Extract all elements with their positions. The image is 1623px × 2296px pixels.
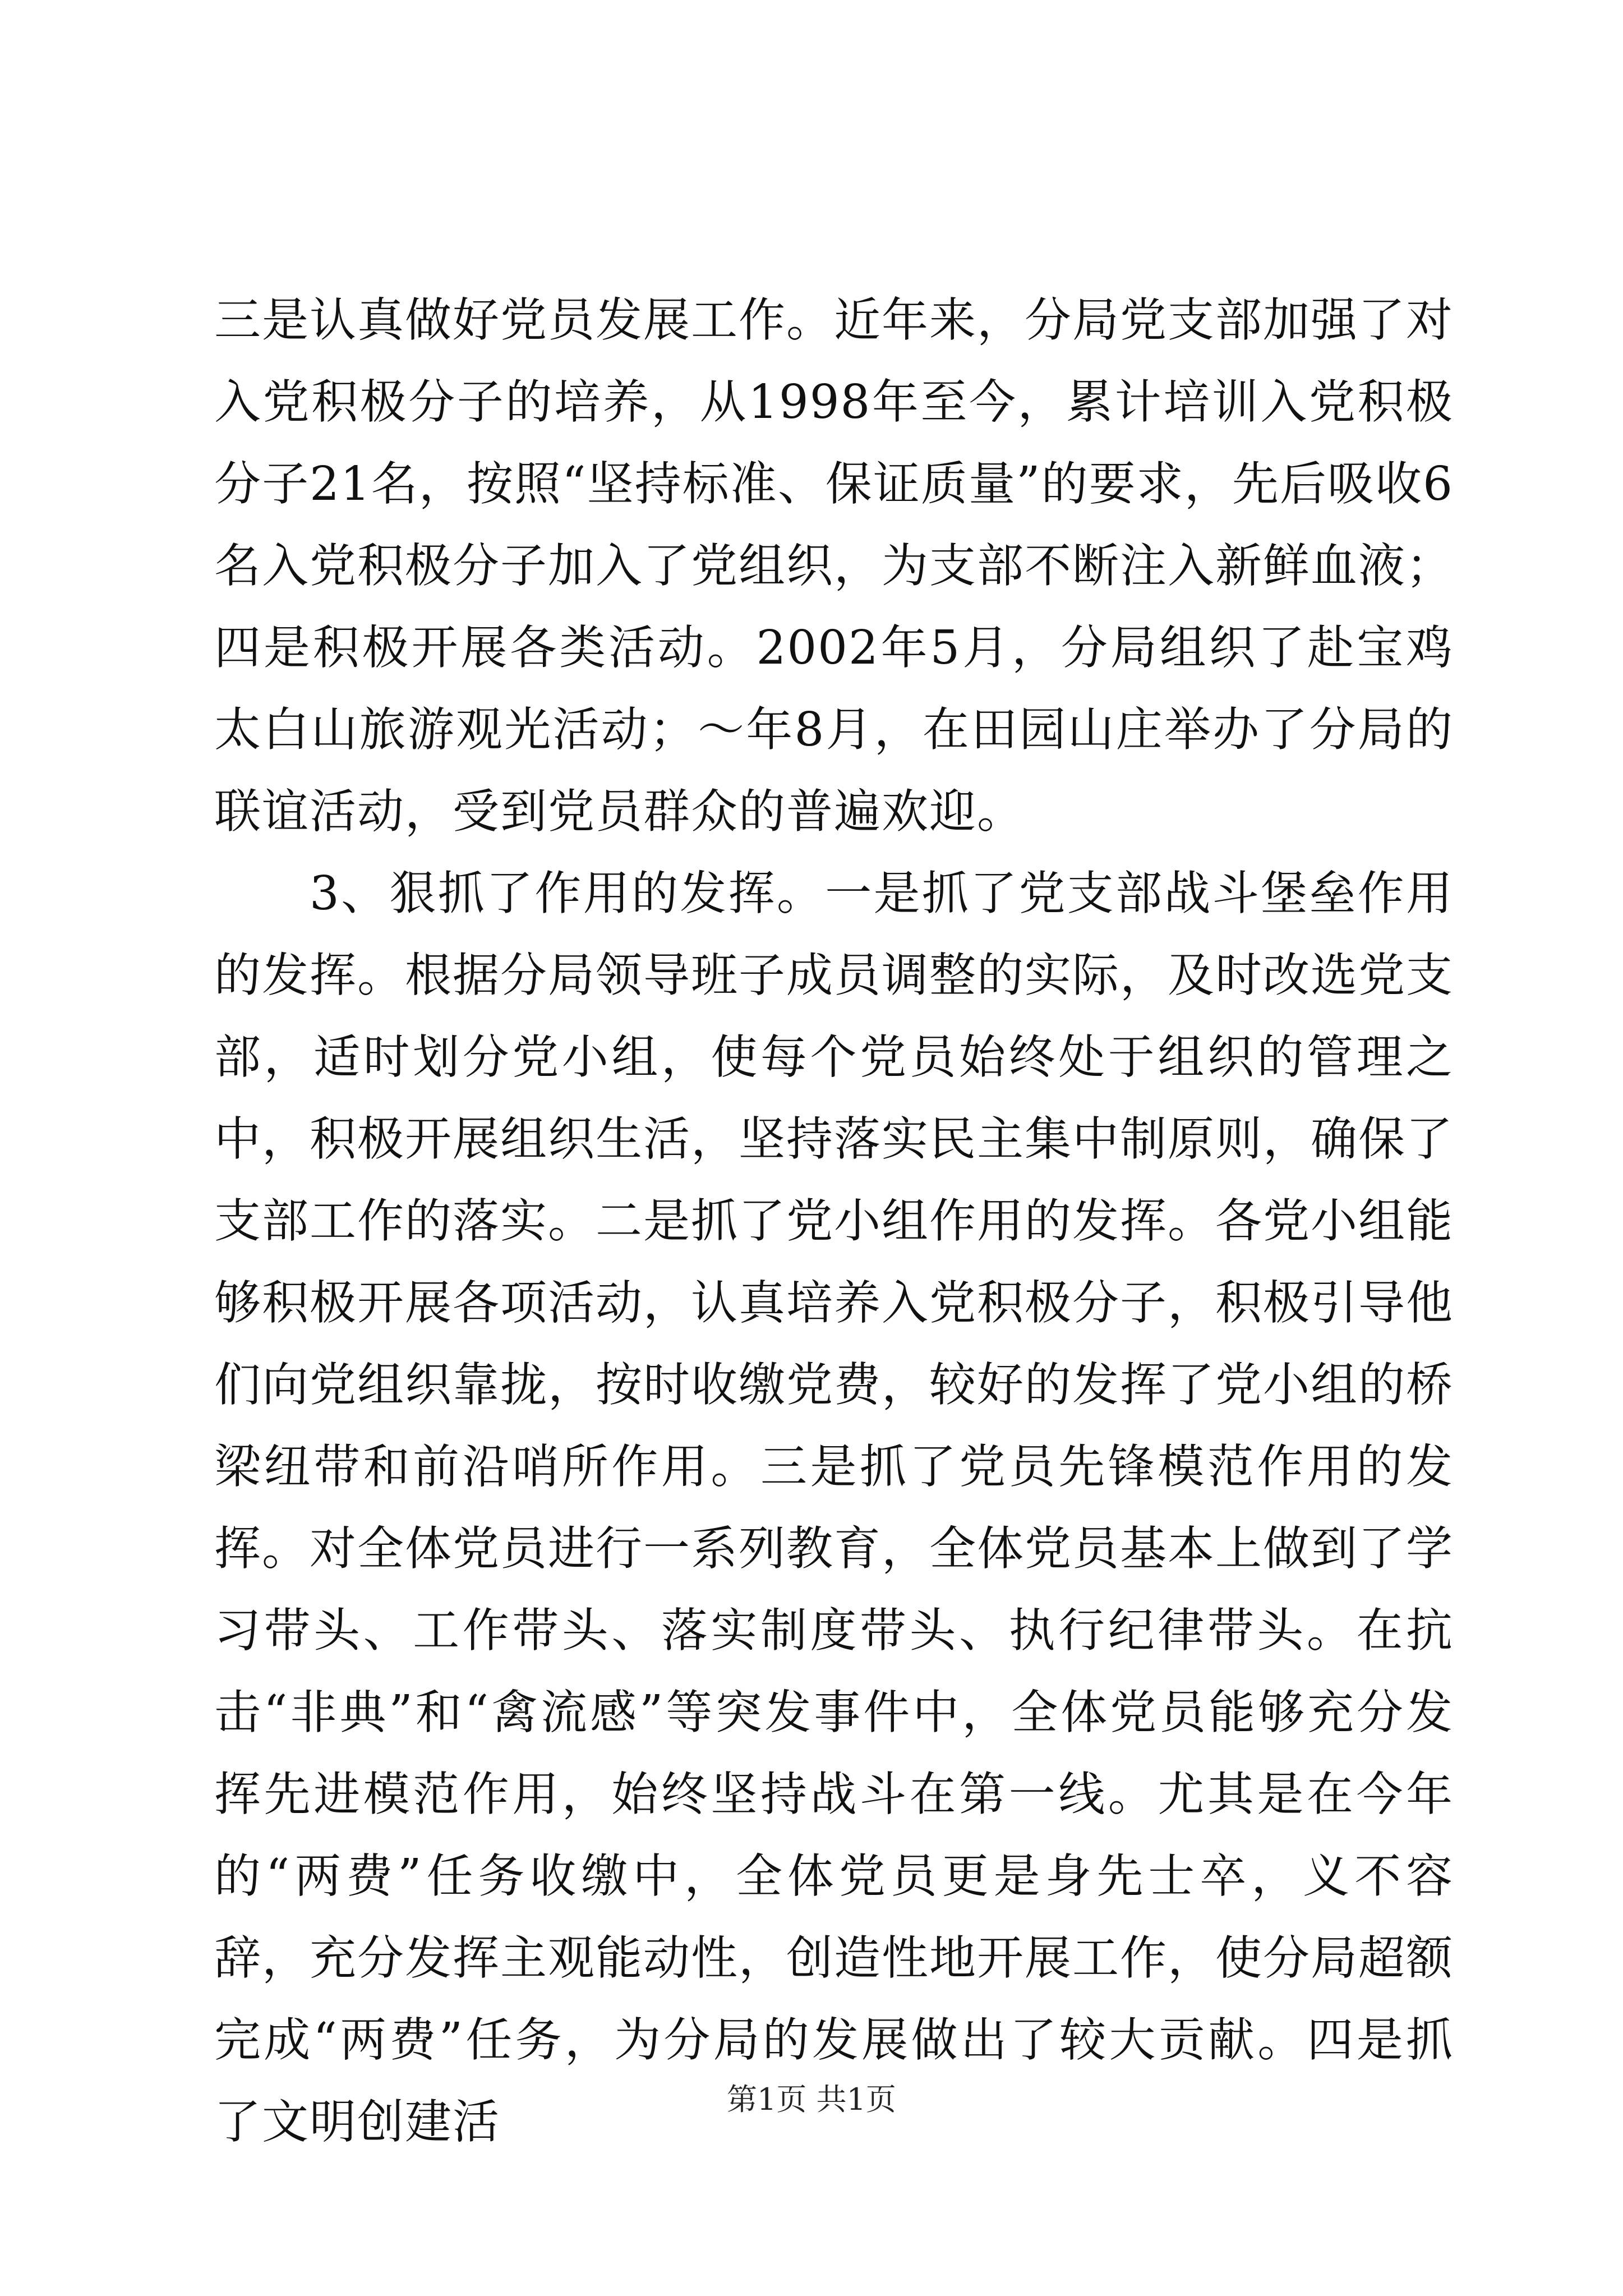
document-body [214, 279, 1454, 2163]
paragraph-role-play: 3、狠抓了作用的发挥。一是抓了党支部战斗堡垒作用的发挥。根据分局领导班子成员调整的实际，及时改选党支部，适时划分党小组，使每个党员始终处于组织的管理之中，积极开展组织生活，坚持落实民主集中制原则，确保了支部工作的落实。二是抓了党小组作用的发挥。各党小组能够积极开展各项活动，认真培养入党积极分子，积极引导他们向党组织靠拢，按时收缴党费，较好的发挥了党小组的桥梁纽带和前沿哨所作用。三是抓了党员先锋模范作用的发挥。对全体党员进行一系列教育，全体党员基本上做到了学习带头、工作带头、落实制度带头、执行纪律带头。在抗击“非典”和“禽流感”等突发事件中，全体党员能够充分发挥先进模范作用，始终坚持战斗在第一线。尤其是在今年的“两费”任务收缴中，全体党员更是身先士卒，义不容辞，充分发挥主观能动性，创造性地开展工作，使分局超额完成“两费”任务，为分局的发展做出了较大贡献。四是抓了文明创建活 [214, 866, 1454, 2149]
paragraph-continued: 三是认真做好党员发展工作。近年来，分局党支部加强了对入党积极分子的培养，从1998年至今，累计培训入党积极分子21名，按照“坚持标准、保证质量”的要求，先后吸收6名入党积极分子加入了党组织，为支部不断注入新鲜血液；四是积极开展各类活动。2002年5月，分局组织了赴宝鸡太白山旅游观光活动；～年8月，在田园山庄举办了分局的联谊活动，受到党员群众的普遍欢迎。 [214, 293, 1454, 839]
page-footer: 第1页 共1页 [727, 2082, 896, 2117]
